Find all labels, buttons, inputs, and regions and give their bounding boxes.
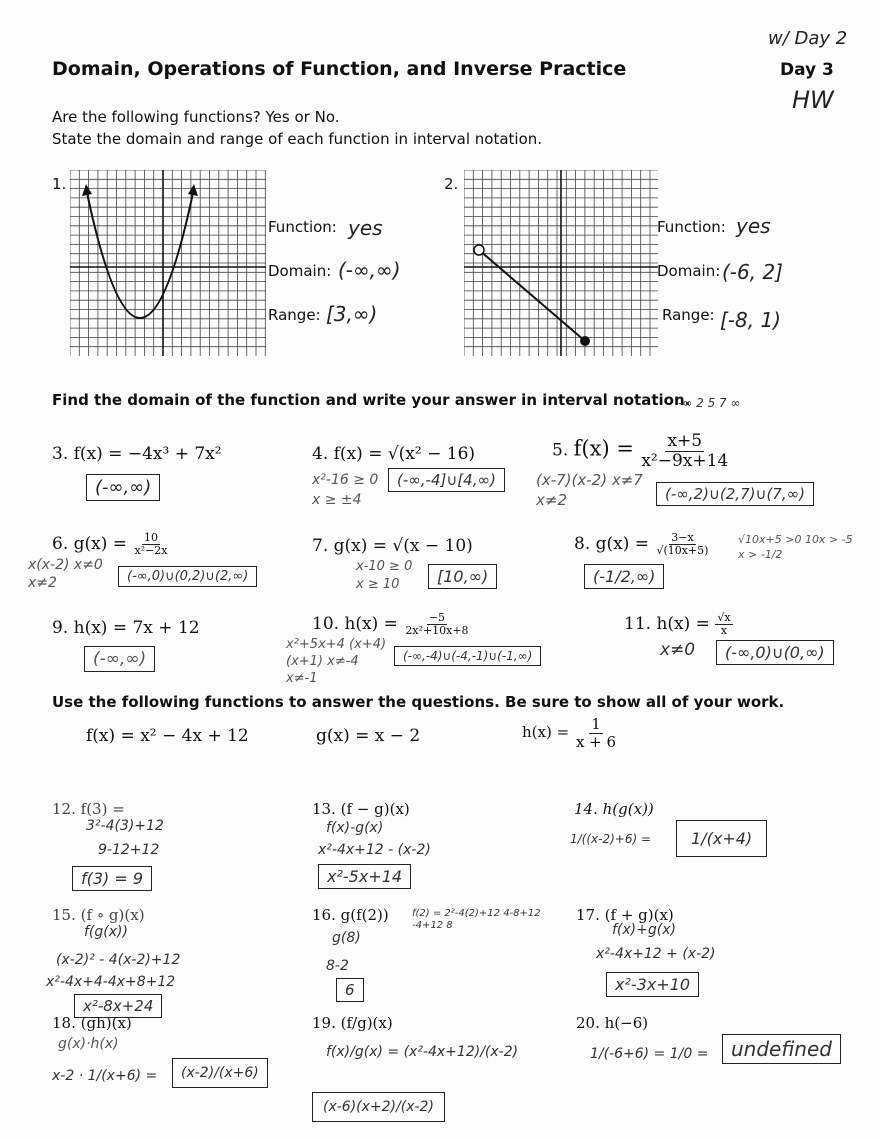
- problem-15: 15. (f ∘ g)(x): [52, 906, 145, 924]
- graph-1-function-answer: yes: [348, 216, 383, 240]
- answer-15: x²-8x+24: [74, 994, 162, 1018]
- problem-19: 19. (f/g)(x): [312, 1014, 393, 1032]
- problem-8: 8. g(x) = $\frac{3-x}{√(10x+5)}$: [574, 531, 709, 558]
- graph-2-range-answer: [-8, 1): [720, 308, 781, 332]
- problem-14: 14. h(g(x)): [574, 800, 654, 818]
- answer-16: 6: [336, 978, 364, 1002]
- graph-1-domain-answer: (-∞,∞): [338, 258, 401, 282]
- graph-1-function-label: Function:: [268, 218, 337, 236]
- work-16-line3: 8-2: [326, 958, 349, 974]
- problem-16: 16. g(f(2)): [312, 906, 389, 924]
- work-13-line2: x²-4x+12 - (x-2): [318, 842, 431, 858]
- answer-11: (-∞,0)∪(0,∞): [716, 640, 834, 665]
- arrow-right-icon: [188, 184, 198, 196]
- graph-1-range-label: Range:: [268, 306, 321, 324]
- problem-3: 3. f(x) = −4x³ + 7x²: [52, 444, 222, 464]
- answer-10: (-∞,-4)∪(-4,-1)∪(-1,∞): [394, 646, 541, 666]
- work-12-line1: 3²-4(3)+12: [86, 818, 164, 834]
- answer-18: (x-2)/(x+6): [172, 1058, 268, 1088]
- problem-7: 7. g(x) = √(x − 10): [312, 536, 473, 556]
- graph-2: [464, 170, 658, 356]
- closed-point: [580, 336, 590, 346]
- graph-2-function-label: Function:: [657, 218, 726, 236]
- page-title: Domain, Operations of Function, and Inverse Practice: [52, 58, 627, 80]
- graph-1-domain-label: Domain:: [268, 262, 332, 280]
- open-point: [474, 245, 484, 255]
- problem-20: 20. h(−6): [576, 1014, 649, 1032]
- work-7: x-10 ≥ 0 x ≥ 10: [356, 559, 413, 592]
- graph-2-domain-label: Domain:: [657, 262, 721, 280]
- answer-14: 1/(x+4): [676, 820, 767, 857]
- problem-9: 9. h(x) = 7x + 12: [52, 618, 200, 638]
- work-19-line1: f(x)/g(x) = (x²-4x+12)/(x-2): [326, 1044, 519, 1060]
- work-16-line1: f(2) = 2²-4(2)+12 4-8+12 -4+12 8: [412, 908, 541, 931]
- function-f: f(x) = x² − 4x + 12: [86, 726, 249, 746]
- day-label: Day 3: [780, 60, 834, 80]
- work-17-line2: x²-4x+12 + (x-2): [596, 946, 716, 962]
- work-20-line1: 1/(-6+6) = 1/0 =: [590, 1046, 709, 1062]
- work-10: x²+5x+4 (x+4)(x+1) x≠-4 x≠-1: [286, 637, 387, 686]
- work-18-line2: x-2 · 1/(x+6) =: [52, 1068, 158, 1084]
- work-15-line1: f(g(x)): [84, 924, 128, 940]
- answer-6: (-∞,0)∪(0,2)∪(2,∞): [118, 566, 257, 587]
- answer-5: (-∞,2)∪(2,7)∪(7,∞): [656, 482, 814, 506]
- function-h: h(x) = $\frac{1}{x + 6}$: [522, 715, 617, 751]
- work-5: (x-7)(x-2) x≠7 x≠2: [536, 471, 643, 509]
- function-g: g(x) = x − 2: [316, 726, 421, 746]
- answer-12: f(3) = 9: [72, 866, 152, 891]
- problem-13: 13. (f − g)(x): [312, 800, 410, 818]
- work-13-line1: f(x)-g(x): [326, 820, 384, 836]
- problem-10: 10. h(x) = $\frac{-5}{\text{2x²+10x+8}}$: [312, 611, 469, 638]
- work-18-line1: g(x)·h(x): [58, 1036, 119, 1052]
- work-16-line2: g(8): [332, 930, 361, 946]
- problem-18: 18. (gh)(x): [52, 1014, 132, 1032]
- answer-8: (-1/2,∞): [584, 564, 664, 589]
- work-15-line3: x²-4x+4-4x+8+12: [46, 974, 176, 990]
- work-14-line1: 1/((x-2)+6) =: [570, 832, 652, 846]
- answer-20: undefined: [722, 1034, 841, 1064]
- graph-2-number: 2.: [444, 175, 459, 193]
- arrow-left-icon: [82, 184, 92, 196]
- work-12-line2: 9-12+12: [98, 842, 160, 858]
- answer-17: x²-3x+10: [606, 972, 699, 997]
- answer-3: (-∞,∞): [86, 474, 160, 501]
- graph-2-domain-answer: (-6, 2]: [722, 260, 783, 284]
- problem-6: 6. g(x) = $\frac{10}{\text{x²−2x}}$: [52, 531, 168, 558]
- handwritten-day-note: w/ Day 2: [768, 28, 848, 49]
- answer-4: (-∞,-4]∪[4,∞): [388, 468, 505, 492]
- answer-9: (-∞,∞): [84, 646, 155, 672]
- intro-line-2: State the domain and range of each function in interval notation.: [52, 130, 543, 148]
- graph-1: [70, 170, 266, 356]
- work-8: √10x+5 >0 10x > -5 x > -1/2: [738, 533, 853, 561]
- answer-7: [10,∞): [428, 564, 497, 589]
- handwritten-hw-note: HW: [792, 86, 834, 114]
- work-17-line1: f(x)+g(x): [612, 922, 676, 938]
- answer-13: x²-5x+14: [318, 864, 411, 889]
- ops-section-heading: Use the following functions to answer the questions. Be sure to show all of your work.: [52, 693, 785, 711]
- work-6: x(x-2) x≠0 x≠2: [28, 557, 103, 591]
- graph-1-number: 1.: [52, 175, 67, 193]
- segment-line: [479, 250, 585, 341]
- graph-2-function-answer: yes: [736, 214, 771, 238]
- intro-line-1: Are the following functions? Yes or No.: [52, 108, 340, 126]
- work-4: x²-16 ≥ 0 x ≥ ±4: [312, 472, 379, 508]
- graph-1-range-answer: [3,∞): [326, 302, 378, 326]
- graph-2-range-label: Range:: [662, 306, 715, 324]
- work-11: x≠0: [660, 640, 696, 660]
- numberline-sketch: -∞ 2 5 7 ∞: [678, 396, 741, 410]
- problem-11: 11. h(x) = $\frac{√x}{x}$: [624, 611, 731, 638]
- problem-5: 5. f(x) = $\frac{x+5}{\text{x²−9x+14}}$: [552, 431, 729, 471]
- work-15-line2: (x-2)² - 4(x-2)+12: [56, 952, 181, 968]
- problem-4: 4. f(x) = √(x² − 16): [312, 444, 476, 464]
- domain-section-heading: Find the domain of the function and write your answer in interval notation.: [52, 391, 691, 409]
- answer-19: (x-6)(x+2)/(x-2): [312, 1092, 445, 1122]
- problem-17: 17. (f + g)(x): [576, 906, 674, 924]
- problem-12: 12. f(3) =: [52, 800, 125, 818]
